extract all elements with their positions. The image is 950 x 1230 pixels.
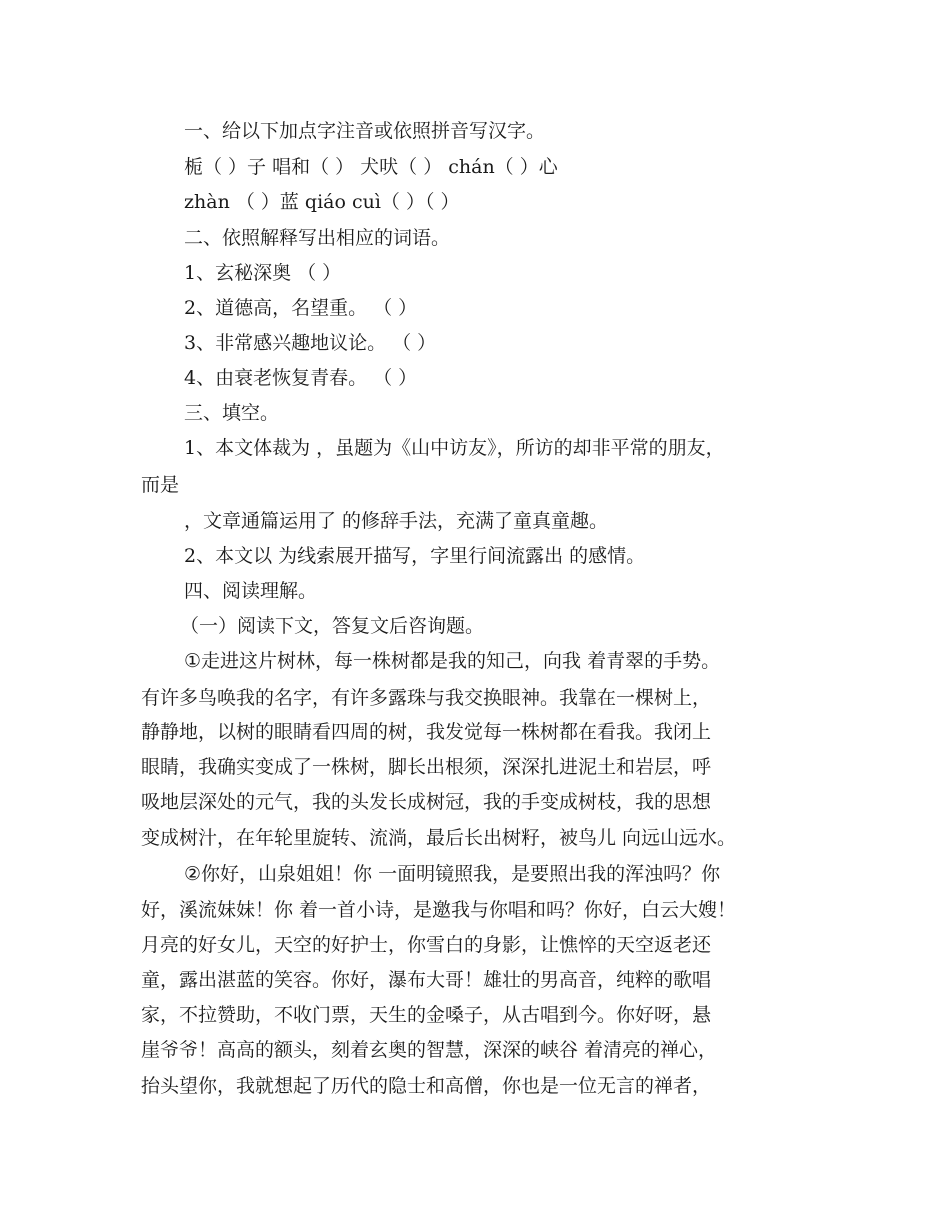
paragraph-2-marker: ② xyxy=(184,863,202,885)
paragraph-2-line: 月亮的好女儿，天空的好护士，你雪白的身影，让憔悴的天空返老还 xyxy=(141,934,712,956)
paragraph-2-line: 抬头望你，我就想起了历代的隐士和高僧，你也是一位无言的禅者， xyxy=(141,1075,712,1097)
section2-heading: 二、依照解释写出相应的词语。 xyxy=(184,227,451,249)
paragraph-2-text: 你好，山泉姐姐！你 一面明镜照我，是要照出我的浑浊吗？你 xyxy=(201,863,721,885)
paragraph-1-line: 吸地层深处的元气，我的头发长成树冠，我的手变成树枝，我的思想 xyxy=(141,791,712,813)
paragraph-1-marker: ① xyxy=(184,650,202,672)
section4-heading: 四、阅读理解。 xyxy=(184,580,318,602)
section2-item: 2、道德高，名望重。 （ ） xyxy=(184,297,418,319)
section1-heading: 一、给以下加点字注音或依照拼音写汉字。 xyxy=(184,120,546,142)
section2-item: 1、玄秘深奥 （ ） xyxy=(184,262,342,284)
section4-sub-heading: （一）阅读下文，答复文后咨询题。 xyxy=(180,615,485,637)
section3-q1-line2: 而是 xyxy=(141,474,180,496)
section1-row1: 栀（ ）子 唱和（ ） 犬吠（ ） chán（ ）心 xyxy=(184,156,558,178)
paragraph-2-line: 童，露出湛蓝的笑容。你好，瀑布大哥！雄壮的男高音，纯粹的歌唱 xyxy=(141,969,712,991)
section2-item: 3、非常感兴趣地议论。 （ ） xyxy=(184,332,437,354)
paragraph-1-line xyxy=(184,649,720,673)
paragraph-1-line: 有许多鸟唤我的名字，有许多露珠与我交换眼神。我靠在一棵树上， xyxy=(141,687,712,709)
paragraph-1-line: 变成树汁，在年轮里旋转、流淌，最后长出树籽，被鸟儿 向远山远水。 xyxy=(141,827,737,849)
paragraph-1-line: 静静地，以树的眼睛看四周的树，我发觉每一株树都在看我。我闭上 xyxy=(141,721,712,743)
section3-heading: 三、填空。 xyxy=(184,402,280,424)
section2-item: 4、由衰老恢复青春。 （ ） xyxy=(184,367,418,389)
paragraph-2-line: 好，溪流妹妹！你 着一首小诗，是邀我与你唱和吗？你好，白云大嫂！ xyxy=(141,899,737,921)
paragraph-2-line: 崖爷爷！高高的额头，刻着玄奥的智慧，深深的峡谷 着清亮的禅心， xyxy=(141,1039,718,1061)
section3-q1-line3: ，文章通篇运用了 的修辞手法，充满了童真童趣。 xyxy=(184,510,609,532)
paragraph-1-text: 走进这片树林，每一株树都是我的知己，向我 着青翠的手势。 xyxy=(201,650,721,672)
section3-q1-line1: 1、本文体裁为 ，虽题为《山中访友》，所访的却非平常的朋友， xyxy=(184,437,725,459)
paragraph-2-line xyxy=(184,862,720,886)
paragraph-2-line: 家，不拉赞助，不收门票，天生的金嗓子，从古唱到今。你好呀，悬 xyxy=(141,1004,712,1026)
paragraph-1-line: 眼睛，我确实变成了一株树，脚长出根须，深深扎进泥土和岩层，呼 xyxy=(141,756,712,778)
section1-row2: zhàn （ ）蓝 qiáo cuì（ ）（ ） xyxy=(184,191,460,213)
section3-q2: 2、本文以 为线索展开描写，字里行间流露出 的感情。 xyxy=(184,545,646,567)
